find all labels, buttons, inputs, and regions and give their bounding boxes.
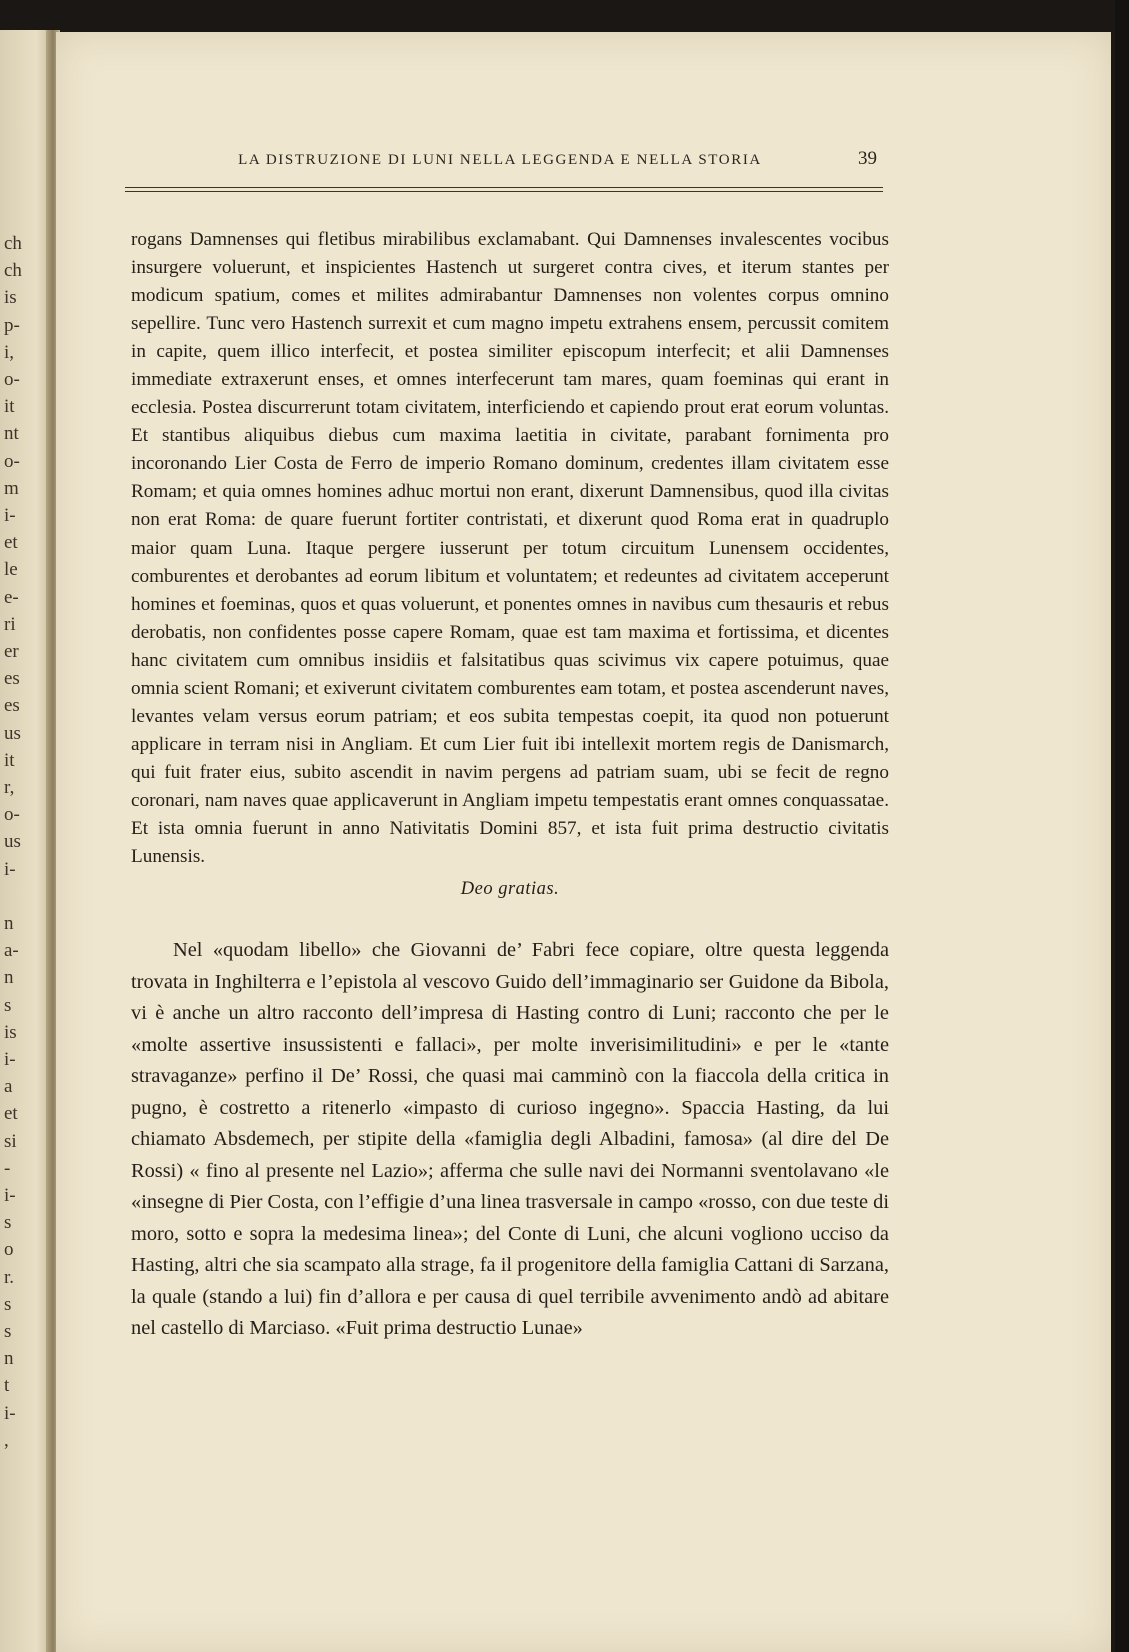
facing-page-fragment: -	[4, 1157, 11, 1179]
facing-page-fragment: ch	[4, 260, 22, 282]
facing-page-fragment: p-	[4, 314, 20, 336]
latin-paragraph: rogans Damnenses qui fletibus mirabilibus exclamabant. Qui Damnenses invalescentes vocibus insurgere voluerunt, et inspicientes Hastench ut surgeret contra cives, et iterum stantes per modicum spatium, comes et milites admirabantur Damnenses non volentes corpus omnino sepellire. Tunc vero Hastench surrexit et cum magno impetu extrahens ensem, percussit comitem in capite, quem illico interfecit, et postea similiter episcopum interfecit; et alii Damnenses immediate extraxerunt enses, et omnes interfecerunt tam mares, quam foeminas qui erant in ecclesia. Postea discurrerunt totam civitatem, interficiendo et capiendo prout erat eorum voluntas. Et stantibus aliquibus diebus cum maxima laetitia in civitate, parabant fornimenta pro incoronando Lier Costa de Ferro de imperio Romano dominum, credentes illam civitatem esse Romam; et quia omnes homines adhuc mortui non erant, dixerunt Damnensibus, quod illa civitas non erat Roma: de quare fuerunt fortiter contristati, et dixerunt quod Roma erat in quadruplo maior quam Luna. Itaque pergere iusserunt per totum circuitum Lunensem occidentes, comburentes et derobantes ad eorum libitum et voluntatem; et redeuntes ad civitatem acceperunt homines et foeminas, quos et quas voluerunt, et ponentes omnes in navibus cum thesauris et rebus derobatis, non confidentes posse capere Romam, quae est tam maxima et fortissima, et dicentes hanc civitatem cum omnibus insidiis et falsitatibus quas scivimus vix capere potuimus, quae omnia scient Romani; et exiverunt civitatem comburentes eam totam, et postea ascenderunt naves, levantes velam versus eorum patriam; et eos subita tempestas coepit, ita quod non potuerunt applicare in terram nisi in Angliam. Et cum Lier fuit ibi intellexit mortem regis de Danismarch, qui fuit frater eius, subito ascendit in navim pergens ad patriam suam, ubi se fecit de regno coronari, nam naves quae applicaverunt in Angliam impetu tempestatis erant omnes conquassatae. Et ista omnia fuerunt in anno Nativitatis Domini 857, et ista fuit prima destructio civitatis Lunensis.	[131, 229, 889, 868]
facing-page-fragment: i-	[4, 505, 16, 526]
facing-page-fragment: si	[4, 1130, 17, 1152]
facing-page-fragment: e-	[4, 586, 19, 608]
facing-page-fragment: us	[4, 831, 21, 853]
facing-page-fragment: a-	[4, 940, 19, 962]
facing-page-fragment: o	[4, 1239, 14, 1261]
facing-page-fragment: le	[4, 559, 18, 581]
facing-page-fragment: o-	[4, 450, 20, 472]
facing-page-fragment: o-	[4, 369, 20, 390]
facing-page-fragment: m	[4, 477, 19, 499]
italian-paragraph: Nel «quodam libello» che Giovanni de’ Fabri fece copiare, oltre questa leggenda trovata in Inghilterra e l’epistola al vescovo Guido dell’immaginario ser Guidone da Bibola, vi è anche un altro racconto dell’impresa di Hasting contro di Luni; racconto che per le «molte assertive insussistenti e fallaci», per molte inverisimilitudini» e per le «tante stravaganze» perfino il De’ Rossi, che quasi mai camminò con la fiaccola della critica in pugno, è costretto a ritenerlo «impasto di curioso ingegno». Spaccia Hasting, da lui chiamato Absdemech, per stipite della «famiglia degli Albadini, famosa» (al dire del De Rossi) « fino al presente nel Lazio»; afferma che sulle navi dei Normanni sventolavano «le «insegne di Pier Costa, con l’effigie d’una linea trasversale in campo «rosso, con due teste di moro, sotto e sopra la medesima linea»; del Conte di Luni, che alcuni vogliono ucciso da Hasting, altri che sia scampato alla strage, fa il progenitore della famiglia Cattani di Sarzana, la quale (stando a lui) fin d’allora e per causa di quel terribile avvenimento andò ad abitare nel castello di Marciaso. «Fuit prima destructio Lunae»	[131, 939, 889, 1340]
facing-page-fragment: et	[4, 1103, 18, 1125]
facing-page-fragment: i-	[4, 1185, 16, 1206]
facing-page-fragment: et	[4, 532, 18, 554]
facing-page-fragment: ch	[4, 233, 22, 254]
facing-page-fragment: it	[4, 749, 15, 771]
facing-page-fragment: r,	[4, 777, 15, 798]
facing-page-fragment: a	[4, 1076, 13, 1098]
latin-passage	[131, 226, 889, 871]
italian-commentary	[131, 935, 889, 1345]
facing-page-fragment: it	[4, 396, 15, 418]
facing-page-fragment: i-	[4, 1402, 16, 1424]
facing-page-fragment: o-	[4, 804, 20, 826]
header-rule-bottom	[125, 191, 883, 192]
closing-phrase: Deo gratias.	[460, 879, 560, 900]
facing-page-fragment: er	[4, 641, 19, 662]
facing-page-fragment: i,	[4, 341, 15, 363]
facing-page-fragment: nt	[4, 423, 19, 445]
facing-page-fragment: n	[4, 913, 14, 934]
facing-page-fragment: t	[4, 1375, 10, 1397]
facing-page-fragment: i-	[4, 858, 16, 880]
facing-page-fragment: s	[4, 994, 12, 1016]
facing-page-fragment: s	[4, 1212, 12, 1234]
background-edge	[1115, 0, 1129, 1652]
header-rule-top	[125, 187, 883, 188]
facing-page-fragment: is	[4, 1021, 17, 1043]
facing-page-fragment: r.	[4, 1266, 15, 1288]
running-header: LA DISTRUZIONE DI LUNI NELLA LEGGENDA E NELLA STORIA	[238, 152, 762, 168]
page-body	[131, 226, 889, 1345]
facing-page-fragment: s	[4, 1321, 12, 1342]
page-number: 39	[858, 148, 877, 169]
facing-page-fragment: us	[4, 722, 21, 744]
facing-page-edge	[0, 30, 52, 1652]
facing-page-fragment: es	[4, 668, 20, 690]
facing-page-fragment: ri	[4, 613, 16, 635]
facing-page-fragment: ,	[4, 1429, 9, 1451]
facing-page-fragment: i-	[4, 1049, 16, 1070]
facing-page-fragment: n	[4, 1348, 14, 1370]
facing-page-fragment: s	[4, 1293, 12, 1315]
facing-page-fragment: es	[4, 695, 20, 717]
facing-page-fragment: n	[4, 967, 14, 989]
facing-page-fragment: is	[4, 287, 17, 309]
